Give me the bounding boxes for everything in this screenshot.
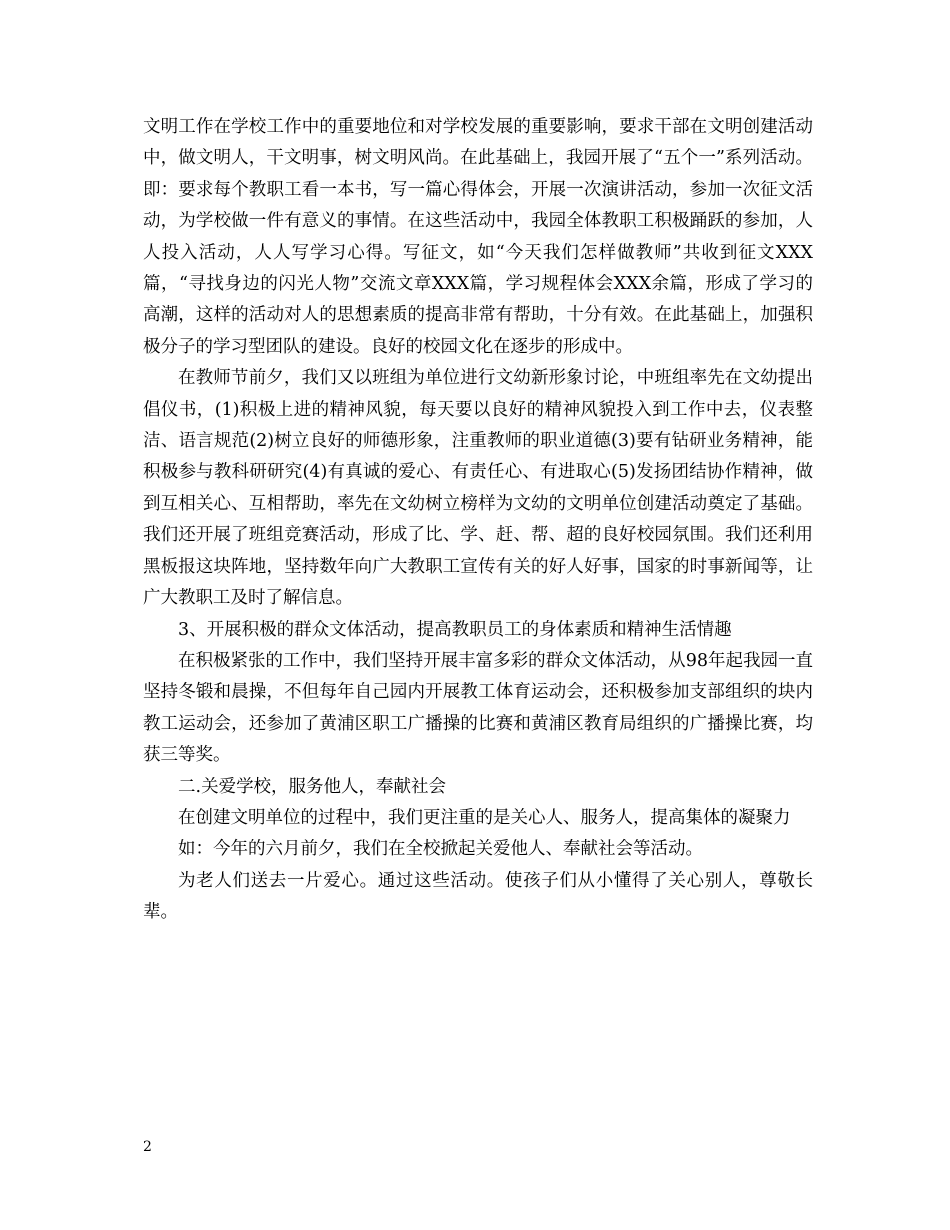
page-number: 2: [143, 1139, 152, 1155]
paragraph-8: 为老人们送去一片爱心。通过这些活动。使孩子们从小懂得了关心别人，尊敬长辈。: [143, 870, 813, 923]
paragraph-2: 在教师节前夕，我们又以班组为单位进行文幼新形象讨论，中班组率先在文幼提出倡仪书，(1)积极上进的精神风貌，每天要以良好的精神风貌投入到工作中去，仪表整洁、语言规范(2)树立良好的师德形象，注重教师的职业道德(3)要有钻研业务精神，能积极参与教科研研究(4)有真诚的爱心、有责任心、有进取心(5)发扬团结协作精神，做到互相关心、互相帮助，率先在文幼树立榜样为文幼的文明单位创建活动奠定了基础。我们还开展了班组竞赛活动，形成了比、学、赶、帮、超的良好校园氛围。我们还利用黑板报这块阵地，坚持数年向广大教职工宣传有关的好人好事，国家的时事新闻等，让广大教职工及时了解信息。: [143, 368, 813, 609]
section-heading-3: 3、开展积极的群众文体活动，提高教职员工的身体素质和精神生活情趣: [178, 619, 732, 640]
paragraph-7: 如：今年的六月前夕，我们在全校掀起关爱他人、奉献社会等活动。: [178, 839, 703, 860]
paragraph-6: 在创建文明单位的过程中，我们更注重的是关心人、服务人，提高集体的凝聚力: [178, 807, 791, 828]
paragraph-4: 在积极紧张的工作中，我们坚持开展丰富多彩的群众文体活动，从98年起我园一直坚持冬锻和晨操，不但每年自己园内开展教工体育运动会，还积极参加支部组织的块内教工运动会，还参加了黄浦区职工广播操的比赛和黄浦区教育局组织的广播操比赛，均获三等奖。: [143, 650, 813, 766]
document-body: [143, 112, 813, 929]
paragraph-1: 文明工作在学校工作中的重要地位和对学校发展的重要影响，要求干部在文明创建活动中，做文明人，干文明事，树文明风尚。在此基础上，我园开展了“五个一”系列活动。即：要求每个教职工看一本书，写一篇心得体会，开展一次演讲活动，参加一次征文活动，为学校做一件有意义的事情。在这些活动中，我园全体教职工积极踊跃的参加，人人投入活动，人人写学习心得。写征文，如“今天我们怎样做教师”共收到征文XXX篇，“寻找身边的闪光人物”交流文章XXX篇，学习规程体会XXX余篇，形成了学习的高潮，这样的活动对人的思想素质的提高非常有帮助，十分有效。在此基础上，加强积极分子的学习型团队的建设。良好的校园文化在逐步的形成中。: [143, 117, 813, 357]
section-heading-2: 二.关爱学校，服务他人，奉献社会: [178, 776, 447, 797]
